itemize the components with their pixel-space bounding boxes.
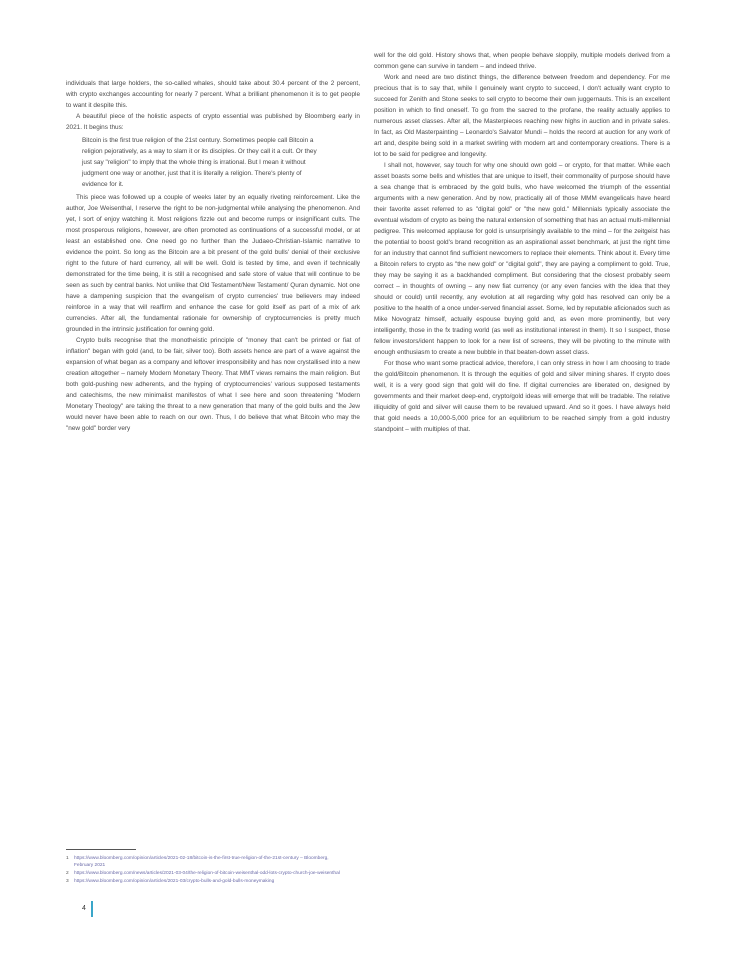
paragraph: For those who want some practical advice, therefore, I can only stress in how I am choosing to trade the gold/Bitcoin phenomenon. It is through the equities of gold and silver mining shares. If crypto does well, it is a very good sign that gold will do fine. If digital currencies are liberated on, designed by governments and their market deep-end, crypto/gold ideas will emerge that will be tradable. The relative illiquidity of gold and silver will cause them to be revalued upward. And so it goes. I have always held that gold needs a 10,000-5,000 price for an equilibrium to be reached simply from a gold industry standpoint – with multiples of that. <box>374 360 670 433</box>
paragraph: This piece was followed up a couple of weeks later by an equally riveting reinforcement. Like the author, Joe Weisenthal, I reserve the right to be non-judgmental while analysing the phenomenon. And yet, I sort of enjoy watching it. Most religions fizzle out and become rumps or insignificant cults. The most prosperous religions, however, are often promoted as continuations of a successful model, or at least an established one. One need go no further than the Judaeo-Christian-Islamic narrative to evidence the point. So long as the Bitcoin are a bit present of the gold bulls' denial of their exclusive right to the future of hard currency, all will be well. Gold is tested by time, and even if technically demonstrated for the time being, it is still a recognised and safe store of value that will continue to be seen as such by central banks. Not unlike that Old Testament/New Testament/ Quran dynamic. Not one have a dampening suspicion that the evangelism of crypto currencies' true believers may indeed reinforce in a way that will reaffirm and enhance the case for gold itself as part of a mix of ark currencies. After all, the fundamental rationale for ownership of cryptocurrencies is pretty much grounded in the intrinsic justification for owning gold. <box>66 194 360 333</box>
footnote <box>66 878 346 885</box>
footnote <box>66 855 346 869</box>
paragraph: Crypto bulls recognise that the monotheistic principle of "money that can't be printed or fiat of inflation" began with gold (and, to be fair, silver too). Both assets hence are part of a wave against the expansion of what began as a company and leftover irresponsibility and has now crystallised into a new creation altogether – namely Modern Monetary Theory. That MMT views remains the main religion. But both gold-pushing new adherents, and the hyping of cryptocurrencies' various supposed testaments and catechisms, the new minimalist manifestos of what I see here and soon threatening "Modern Monetary Theology" are taking the threat to a new generation that many of the gold bulls and the Jew would never have been able to reach on our own. Thus, I do believe that what Bitcoin who may the "new gold" border very <box>66 337 360 432</box>
right-column <box>374 50 670 435</box>
footnote-link[interactable]: https://www.bloomberg.com/opinion/articles/2021-02-18/bitcoin-is-the-first-true-religion-of-the-21st-century – Bloomberg, February 2021 <box>74 856 329 868</box>
paragraph: A beautiful piece of the holistic aspects of crypto essential was published by Bloomberg early in 2021. It begins thus: <box>66 113 360 131</box>
page-number: 4 <box>82 905 86 912</box>
paragraph: individuals that large holders, the so-called whales, should take about 30.4 percent of the 2 percent, with crypto exchanges accounting for nearly 7 percent. What a brilliant phenomenon it is to get people to want it despite this. <box>66 80 360 109</box>
page-accent-bar <box>91 901 93 917</box>
footnote-number: 1 <box>66 856 69 861</box>
footnote-link[interactable]: https://www.bloomberg.com/opinion/articles/2021-03/crypto-bulls-and-gold-bulls-moneymaking <box>74 879 275 884</box>
block-quote: Bitcoin is the first true religion of the 21st century. Sometimes people call Bitcoin a religion pejoratively, as a way to slam it or its disciples. Or they call it a cult. Or they just say "religion" to imply that the whole thing is irrational. But I mean it without judgment one way or another, just that it is literally a religion. There's plenty of evidence for it. <box>82 137 317 188</box>
left-column <box>66 78 360 434</box>
footnote-divider <box>66 849 136 850</box>
footnote-link[interactable]: https://www.bloomberg.com/news/articles/2021-03-04/the-religion-of-bitcoin-weisenthal-odd-lots-crypto-church-joe-weisenthal <box>74 871 340 876</box>
paragraph: I shall not, however, say touch for why one should own gold – or crypto, for that matter. While each asset boasts some bells and whistles that are unique to itself, their commonality of purpose should have a sea change that is embraced by the gold bulls, who have welcomed the triumph of the essential arguments with a new generation. And by now, practically all of those MMM evangelicals have heard their favorite asset referred to as "digital gold" or "the new gold." Millennials typically associate the eventual wisdom of crypto as being the natural extension of something that has an actual multi-millennial pedigree. This welcomed applause for gold is unsurprisingly available to the mind – for the zeitgeist has the potential to boost gold's brand recognition as an aspirational asset benchmark, at just the right time for an industry that cannot find sufficient newcomers to replace their elements. Think about it. Every time a Bitcoin refers to crypto as "the new gold" or "digital gold", they are paying a compliment to gold. True, they may be saying it as a backhanded compliment. But considering that the closest probably seem correct – in thoughts of owning – any new fiat currency (or any even fancies with the idea that they should or could) until recently, any evolution at all regarding why gold has resolved can only be a positive to the health of a once under-served financial asset. Some, led by reputable aficionados such as Mike Novogratz himself, actually espouse buying gold and, as even more prominently, but very intelligently, those in the fx trading world (as well as institutional interest in them). It so I suspect, those fellow investors/ident happen to look for a new list of screens, they will be pivoting to the minute with enough enthusiasm to create a new bubble in that beaten-down asset class. <box>374 162 670 356</box>
paragraph: well for the old gold. History shows that, when people behave sloppily, multiple models derived from a common gene can survive in tandem – and indeed thrive. <box>374 52 670 70</box>
footnote <box>66 870 346 877</box>
footnote-number: 2 <box>66 871 69 876</box>
paragraph: Work and need are two distinct things, the difference between freedom and dependency. For me precious that is to say that, while I genuinely want crypto to succeed, I don't actually want crypto to succeed for Zenith and Stone seeks to sell crypto to become their own juggernauts. This is an excellent position in which to find oneself. To go from the sacred to the profane, the reality actually applies to numerous asset classes. After all, the Masterpieces reaching new highs in auction and in private sales. In fact, as Old Masterpainting – Leonardo's Salvator Mundi – holds the record at auction for any work of art and, despite being sold in a market swirling with modern art and contemporary creations. There is a lot to be said for pedigree and longevity. <box>374 74 670 158</box>
footnote-number: 3 <box>66 879 69 884</box>
footnotes <box>66 855 346 886</box>
